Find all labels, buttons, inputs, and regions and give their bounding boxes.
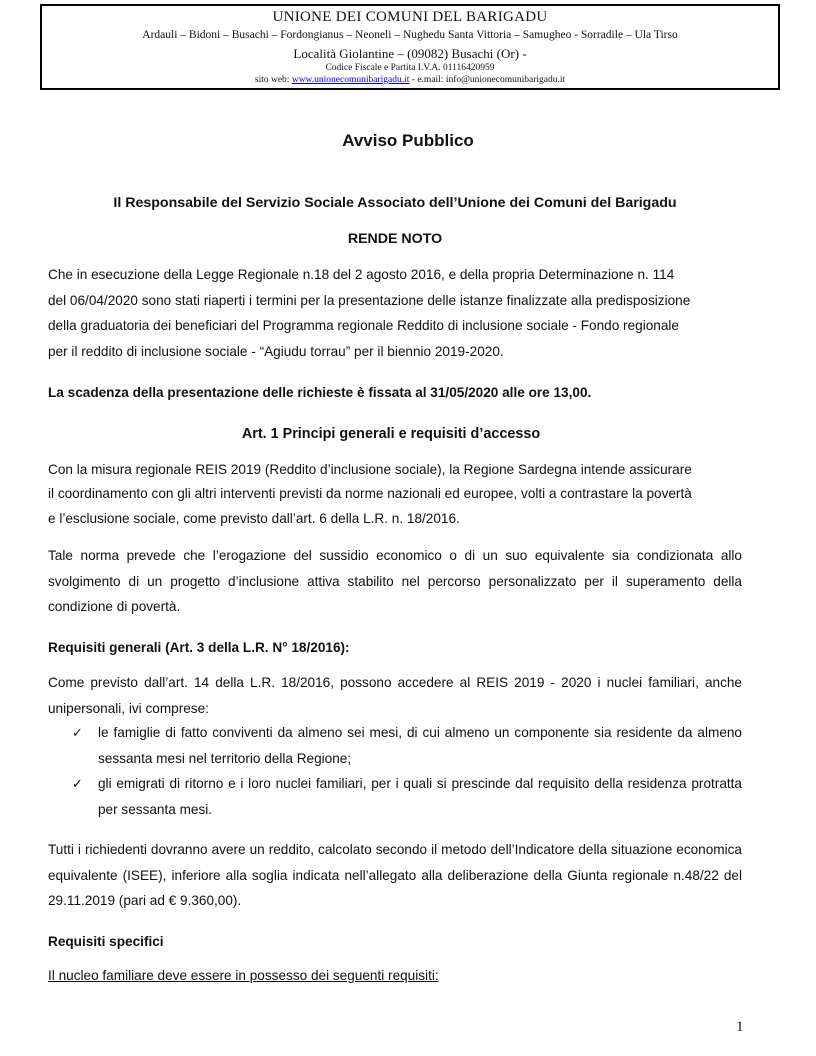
checkmark-icon: ✓ [72,725,83,740]
intro-line: Che in esecuzione della Legge Regionale n.18 del 2 agosto 2016, e della propria Determinazione n. 114 [48,267,675,282]
art1-paragraph-2: Tale norma prevede che l’erogazione del sussidio economico o di un suo equivalente sia condizionata allo svolgimento di un progetto d’inclusione attiva stabilito nel percorso personalizzato per il superamento della condizione di povertà. [48,548,742,614]
art1-line: e l’esclusione sociale, come previsto dall’art. 6 della L.R. n. 18/2016. [48,511,460,526]
art1-line: il coordinamento con gli altri interventi previsti da norme nazionali ed europee, volti a contrastare la povertà [48,486,692,501]
art1-heading: Art. 1 Principi generali e requisiti d’accesso [241,426,541,442]
deadline-notice: La scadenza della presentazione delle richieste è fissata al 31/05/2020 alle ore 13,00. [48,385,592,400]
checkmark-icon: ✓ [72,776,83,791]
tax-code: Codice Fiscale e Partita I.V.A. 01116420959 [325,62,495,73]
requisiti-specifici-heading: Requisiti specifici [48,934,164,949]
org-name: UNIONE DEI COMUNI DEL BARIGADU [272,9,548,25]
letterhead [40,4,780,90]
intro-line: per il reddito di inclusione sociale - “Agiudu torrau” per il biennio 2019-2020. [48,344,504,359]
contact-line [42,76,778,86]
page-number: 1 [736,1019,744,1035]
isee-paragraph: Tutti i richiedenti dovranno avere un reddito, calcolato secondo il metodo dell’Indicatore della situazione economica equivalente (ISEE), inferiore alla soglia indicata nell’allegato alla deliberazione della Giunta regionale n.48/22 del 29.11.2019 (pari ad € 9.360,00). [48,842,742,908]
page-title: Avviso Pubblico [342,131,474,150]
email-text: - e.mail: info@unionecomunibarigadu.it [411,75,566,85]
intro-line: della graduatoria dei beneficiari del Programma regionale Reddito di inclusione sociale - Fondo regionale [48,318,679,333]
list-item [72,771,742,822]
requisiti-specifici-intro [48,963,742,989]
website-link[interactable]: www.unionecomunibarigadu.it [291,75,410,85]
requisiti-generali-intro: Come previsto dall’art. 14 della L.R. 18/2016, possono accedere al REIS 2019 - 2020 i nuclei familiari, anche unipersonali, ivi comprese: [48,675,742,716]
art1-line: Con la misura regionale REIS 2019 (Reddito d’inclusione sociale), la Regione Sardegna intende assicurare [48,462,692,477]
org-address: Località Giolantine – (09082) Busachi (Or) - [293,45,527,61]
website-label: sito web: [254,75,290,85]
municipalities-list: Ardauli – Bidoni – Busachi – Fordongianus – Neoneli – Nughedu Santa Vittoria – Samugheo - Sorradile – Ula Tirso [142,29,678,41]
intro-line: del 06/04/2020 sono stati riaperti i termini per la presentazione delle istanze finalizzate alla predisposizione [48,293,691,308]
issuer-heading: Il Responsabile del Servizio Sociale Associato dell’Unione dei Comuni del Barigadu [113,195,677,211]
requisiti-specifici-intro-text: Il nucleo familiare deve essere in possesso dei seguenti requisiti: [48,968,439,983]
requisiti-generali-heading: Requisiti generali (Art. 3 della L.R. N° 18/2016): [48,640,350,655]
rende-noto-heading: RENDE NOTO [347,231,443,247]
list-item-text: gli emigrati di ritorno e i loro nuclei familiari, per i quali si prescinde dal requisito della residenza protratta per sessanta mesi. [98,776,742,817]
list-item [72,720,742,771]
list-item-text: le famiglie di fatto conviventi da almeno sei mesi, di cui almeno un componente sia residente da almeno sessanta mesi nel territorio della Regione; [98,725,742,766]
